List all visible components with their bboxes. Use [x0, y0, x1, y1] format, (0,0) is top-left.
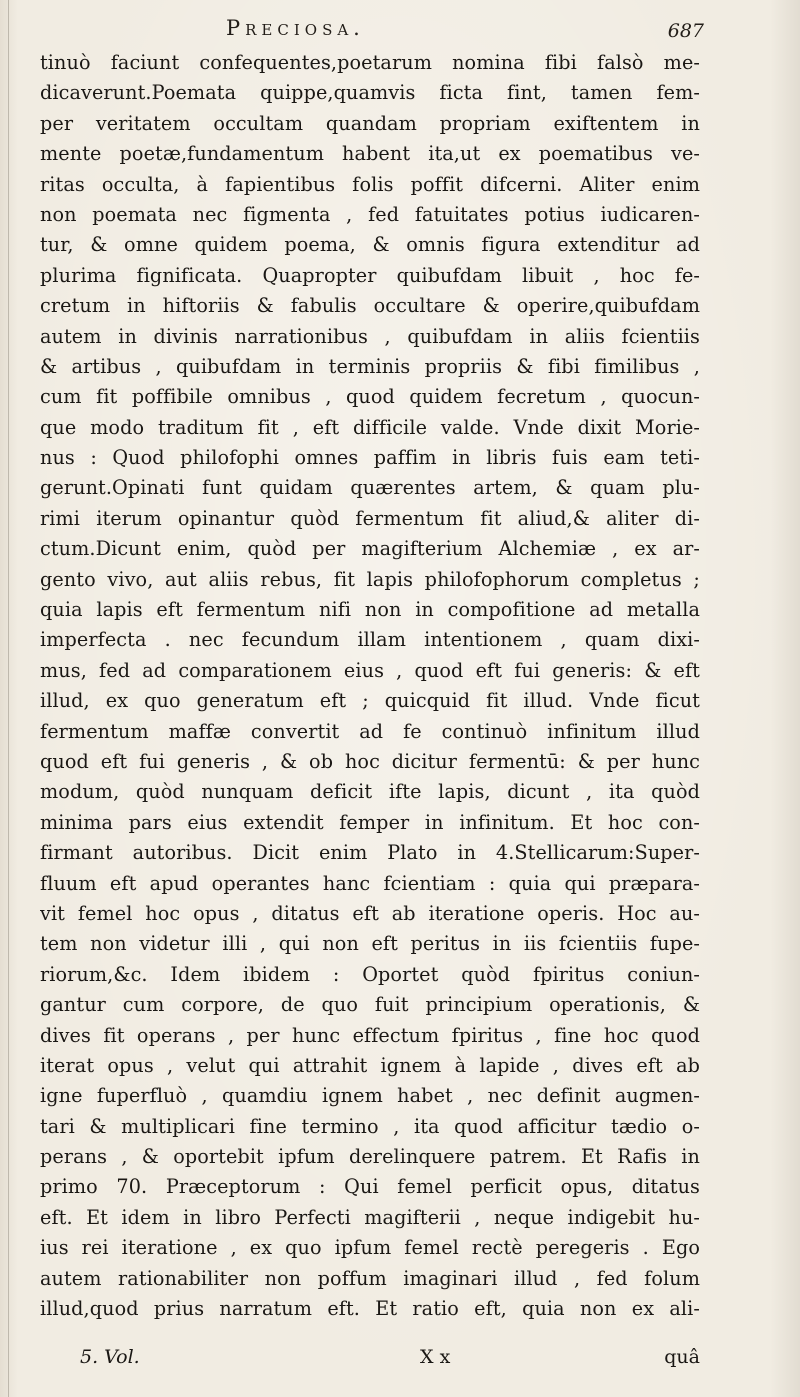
body-text [40, 48, 700, 1324]
text-line: dicaverunt.Poemata quippe,quamvis ficta fint, tamen fem- [40, 81, 700, 105]
text-line: tem non videtur illi , qui non eft peritus in iis fcientiis fupe- [40, 932, 700, 956]
text-line: quia lapis eft fermentum nifi non in compofitione ad metalla [40, 598, 700, 622]
volume-signature: 5. Vol. [80, 1346, 140, 1368]
text-line: plurima fignificata. Quapropter quibufdam libuit , hoc fe- [40, 263, 700, 287]
text-line: perans , & oportebit ipfum derelinquere patrem. Et Rafis in [40, 1145, 700, 1169]
text-line: mus, fed ad comparationem eius , quod eft fui generis: & eft [40, 658, 700, 682]
text-line: gento vivo, aut aliis rebus, fit lapis philofophorum completus ; [40, 567, 700, 591]
text-line: fluum eft apud operantes hanc fcientiam : quia qui præpara- [40, 871, 700, 895]
page-footer [40, 1346, 700, 1376]
text-line: nus : Quod philofophi omnes paffim in libris fuis eam teti- [40, 446, 700, 470]
text-line: fermentum maffæ convertit ad fe continuò infinitum illud [40, 719, 700, 743]
page-header [40, 14, 704, 48]
text-line: illud, ex quo generatum eft ; quicquid fit illud. Vnde ficut [40, 689, 700, 713]
text-line: ctum.Dicunt enim, quòd per magifterium Alchemiæ , ex ar- [40, 537, 700, 561]
sheet-signature: X x [420, 1346, 451, 1368]
text-line: que modo traditum fit , eft difficile valde. Vnde dixit Morie- [40, 415, 700, 439]
text-line: iterat opus , velut qui attrahit ignem à lapide , dives eft ab [40, 1053, 700, 1077]
text-line: primo 70. Præceptorum : Qui femel perficit opus, ditatus [40, 1175, 700, 1199]
catchword: quâ [664, 1346, 700, 1368]
text-line: firmant autoribus. Dicit enim Plato in 4.Stellicarum:Super- [40, 841, 700, 865]
text-line: ius rei iteratione , ex quo ipfum femel rectè peregeris . Ego [40, 1236, 700, 1260]
text-line: tinuò faciunt confequentes,poetarum nomina fibi falsò me- [40, 51, 700, 74]
text-line: cretum in hiftoriis & fabulis occultare & operire,quibufdam [40, 294, 700, 318]
text-line: riorum,&c. Idem ibidem : Oportet quòd fpiritus coniun- [40, 962, 700, 986]
text-line: & artibus , quibufdam in terminis propriis & fibi fimilibus , [40, 354, 700, 378]
text-line: per veritatem occultam quandam propriam exiftentem in [40, 111, 700, 135]
text-line: eft. Et idem in libro Perfecti magifterii , neque indigebit hu- [40, 1205, 700, 1229]
text-line: autem in divinis narrationibus , quibufdam in aliis fcientiis [40, 324, 700, 348]
text-line: illud,quod prius narratum eft. Et ratio eft, quia non ex ali- [40, 1297, 700, 1321]
text-line: rimi iterum opinantur quòd fermentum fit aliud,& aliter di- [40, 506, 700, 530]
text-line: modum, quòd nunquam deficit ifte lapis, dicunt , ita quòd [40, 780, 700, 804]
text-line: gantur cum corpore, de quo fuit principium operationis, & [40, 993, 700, 1017]
text-line: autem rationabiliter non poffum imaginari illud , fed folum [40, 1266, 700, 1290]
page-number: 687 [667, 20, 704, 42]
text-line: quod eft fui generis , & ob hoc dicitur fermentū: & per hunc [40, 749, 700, 773]
text-line: ritas occulta, à fapientibus folis poffit difcerni. Aliter enim [40, 172, 700, 196]
text-line: tur, & omne quidem poema, & omnis figura extenditur ad [40, 233, 700, 257]
text-line: dives fit operans , per hunc effectum fpiritus , fine hoc quod [40, 1023, 700, 1047]
text-line: cum fit poffibile omnibus , quod quidem fecretum , quocun- [40, 385, 700, 409]
text-line: igne fuperfluò , quamdiu ignem habet , nec definit augmen- [40, 1084, 700, 1108]
text-line: mente poetæ,fundamentum habent ita,ut ex poematibus ve- [40, 142, 700, 166]
text-line: imperfecta . nec fecundum illam intentionem , quam dixi- [40, 628, 700, 652]
text-line: gerunt.Opinati funt quidam quærentes artem, & quam plu- [40, 476, 700, 500]
text-line: tari & multiplicari fine termino , ita quod afficitur tædio o- [40, 1114, 700, 1138]
binding-edge [8, 0, 9, 1397]
text-line: vit femel hoc opus , ditatus eft ab iteratione operis. Hoc au- [40, 901, 700, 925]
text-line: non poemata nec figmenta , fed fatuitates potius iudicaren- [40, 202, 700, 226]
running-title: Preciosa. [226, 16, 365, 40]
text-line: minima pars eius extendit femper in infinitum. Et hoc con- [40, 810, 700, 834]
